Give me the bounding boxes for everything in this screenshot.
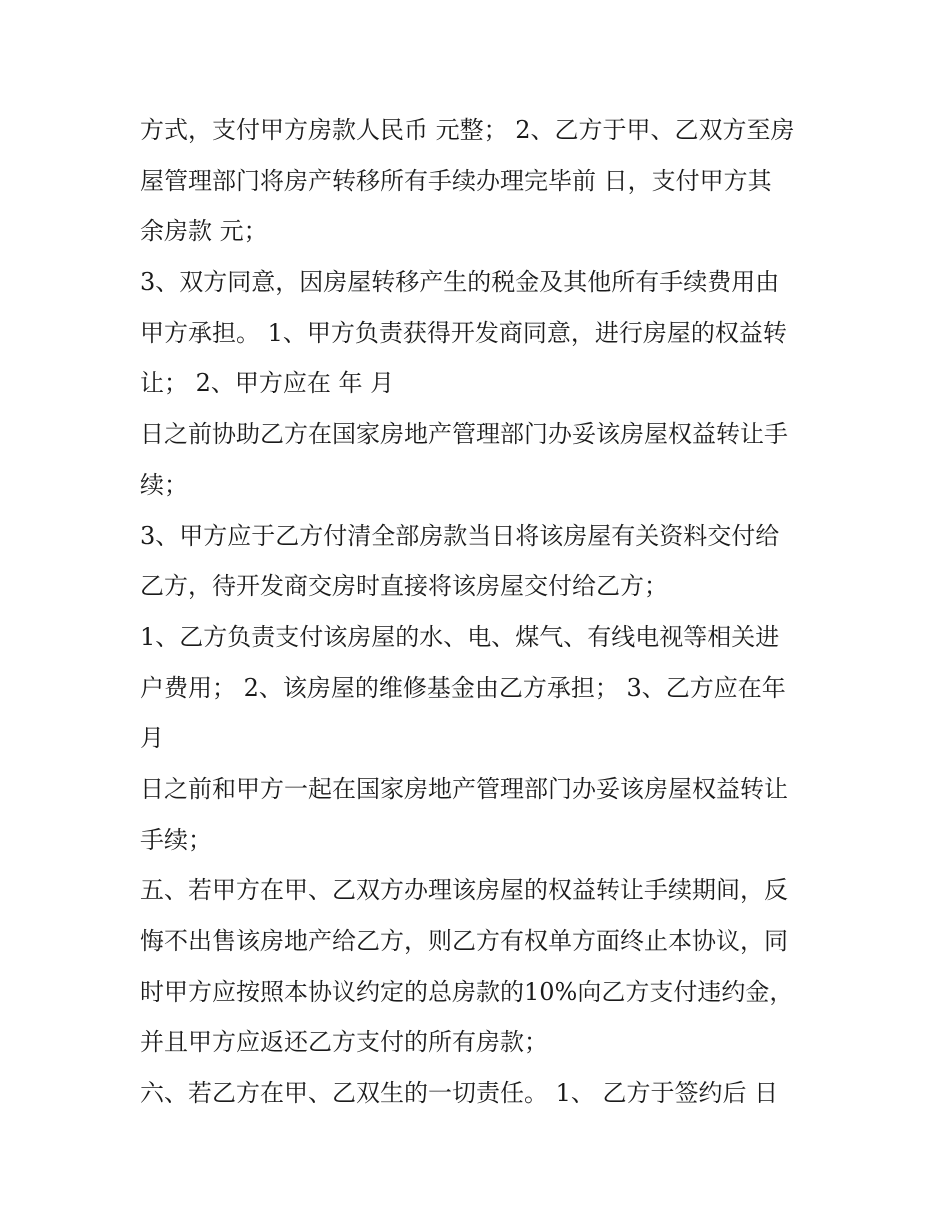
text-line: 3、双方同意，因房屋转移产生的税金及其他所有手续费用由 — [140, 268, 780, 297]
text-line: 日之前协助乙方在国家房地产管理部门办妥该房屋权益转让手 — [140, 420, 788, 449]
text-line: 月 — [140, 724, 164, 753]
text-line: 时甲方应按照本协议约定的总房款的10%向乙方支付违约金， — [140, 977, 794, 1006]
text-line: 乙方，待开发商交房时直接将该房屋交付给乙方； — [140, 572, 668, 601]
text-line: 六、若乙方在甲、乙双生的一切责任。 1、 乙方于签约后 日 — [140, 1079, 779, 1108]
text-line: 户费用； 2、该房屋的维修基金由乙方承担； 3、乙方应在年 — [140, 673, 786, 702]
text-line: 让； 2、甲方应在 年 月 — [140, 369, 395, 398]
text-line: 余房款 元； — [140, 217, 268, 246]
document-body — [140, 105, 820, 1119]
text-line: 3、甲方应于乙方付清全部房款当日将该房屋有关资料交付给 — [140, 521, 780, 550]
text-line: 屋管理部门将房产转移所有手续办理完毕前 日，支付甲方其 — [140, 166, 772, 195]
text-line: 日之前和甲方一起在国家房地产管理部门办妥该房屋权益转让 — [140, 774, 788, 803]
text-line: 五、若甲方在甲、乙双方办理该房屋的权益转让手续期间，反 — [140, 876, 788, 905]
text-line: 悔不出售该房地产给乙方，则乙方有权单方面终止本协议，同 — [140, 927, 788, 955]
text-line: 并且甲方应返还乙方支付的所有房款； — [140, 1028, 548, 1057]
text-line: 续； — [140, 470, 188, 499]
text-line: 方式，支付甲方房款人民币 元整； 2、乙方于甲、乙双方至房 — [140, 116, 795, 144]
text-line: 1、乙方负责支付该房屋的水、电、煤气、有线电视等相关进 — [140, 622, 780, 651]
text-line: 手续； — [140, 825, 212, 854]
text-line: 甲方承担。 1、甲方负责获得开发商同意，进行房屋的权益转 — [140, 318, 787, 347]
